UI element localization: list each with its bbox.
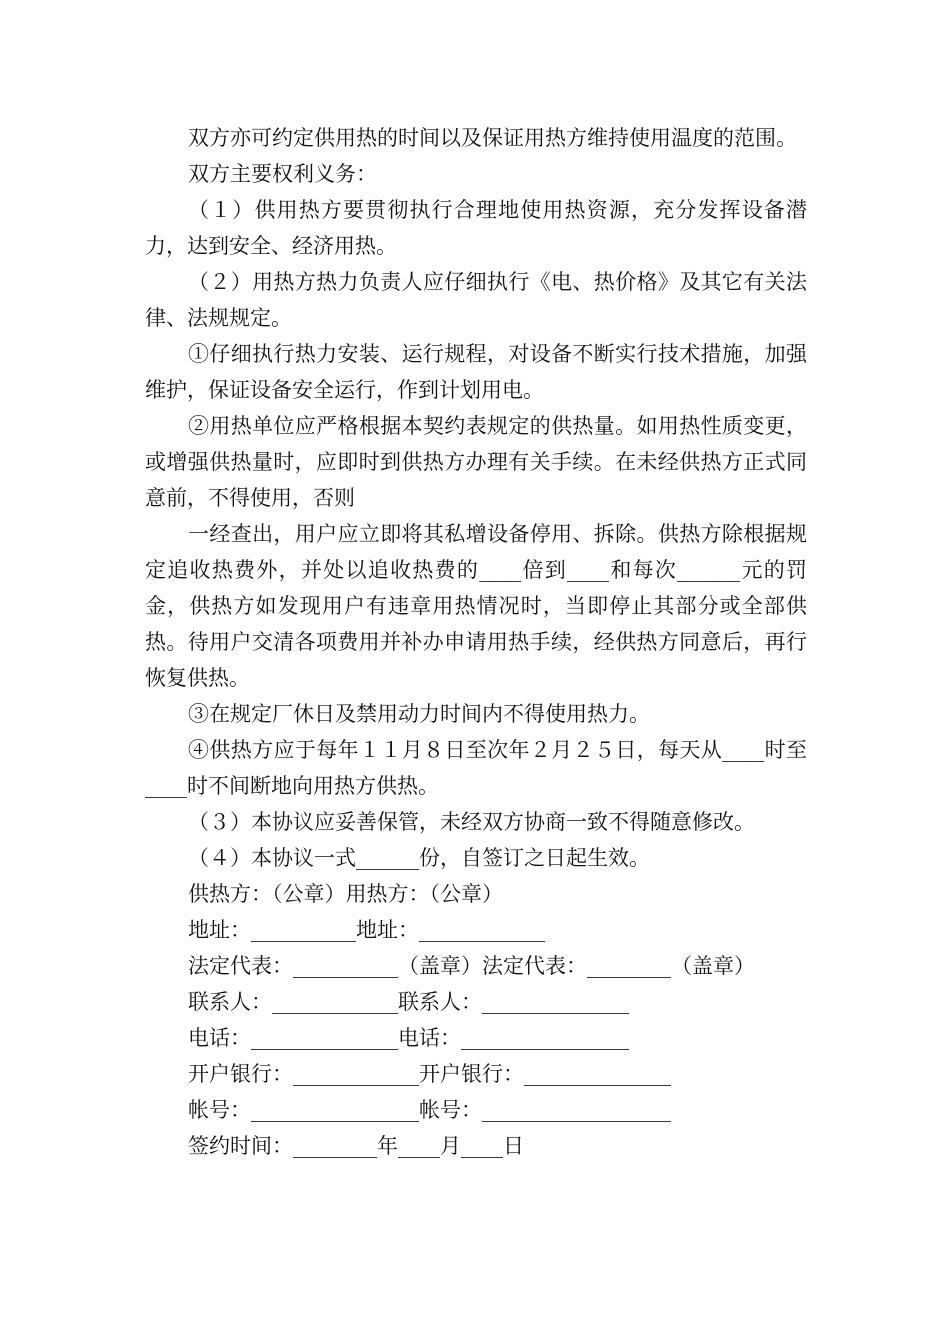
- paragraph-item-4: ④供热方应于每年１１月８日至次年２月２５日，每天从____时至____时不间断地向用热方供热。: [145, 738, 807, 798]
- signature-account: 帐号：________________帐号：__________________: [188, 1098, 671, 1122]
- paragraph-item-1: ①仔细执行热力安装、运行规程，对设备不断实行技术措施，加强维护，保证设备安全运行，作到计划用电。: [145, 342, 807, 402]
- signature-legal-representative: 法定代表：__________（盖章）法定代表：________（盖章）: [188, 954, 755, 978]
- paragraph-clause-3: （３）本协议应妥善保管，未经双方协商一致不得随意修改。: [188, 810, 755, 834]
- paragraph-penalty: 一经查出，用户应立即将其私增设备停用、拆除。供热方除根据规定追收热费外，并处以追收热费的____倍到____和每次______元的罚金，供热方如发现用户有违章用热情况时，当即停止其部分或全部供热。待用户交清各项费用并补办申请用热手续，经供热方同意后，再行恢复供热。: [145, 522, 807, 690]
- signature-contact-person: 联系人：____________联系人：______________: [188, 990, 629, 1014]
- signature-address: 地址：__________地址：____________: [188, 918, 545, 942]
- paragraph-clause-2: （２）用热方热力负责人应仔细执行《电、热价格》及其它有关法律、法规规定。: [145, 270, 807, 330]
- signature-parties-seal: 供热方：（公章）用热方：（公章）: [188, 882, 503, 906]
- signature-bank: 开户银行：____________开户银行：______________: [188, 1062, 671, 1086]
- paragraph-item-3: ③在规定厂休日及禁用动力时间内不得使用热力。: [188, 702, 650, 726]
- paragraph-item-2: ②用热单位应严格根据本契约表规定的供热量。如用热性质变更，或增强供热量时，应即时到供热方办理有关手续。在未经供热方正式同意前，不得使用，否则: [145, 414, 807, 510]
- signature-date: 签约时间：________年____月____日: [188, 1134, 524, 1158]
- paragraph-clause-1: （１）供用热方要贯彻执行合理地使用热资源，充分发挥设备潜力，达到安全、经济用热。: [145, 198, 807, 258]
- contract-body: [145, 120, 807, 1164]
- paragraph-clause-4: （４）本协议一式______份，自签订之日起生效。: [188, 846, 650, 870]
- signature-phone: 电话：______________电话：________________: [188, 1026, 629, 1050]
- paragraph-heat-time-range: 双方亦可约定供用热的时间以及保证用热方维持使用温度的范围。: [188, 126, 797, 150]
- paragraph-rights-heading: 双方主要权利义务：: [188, 162, 377, 186]
